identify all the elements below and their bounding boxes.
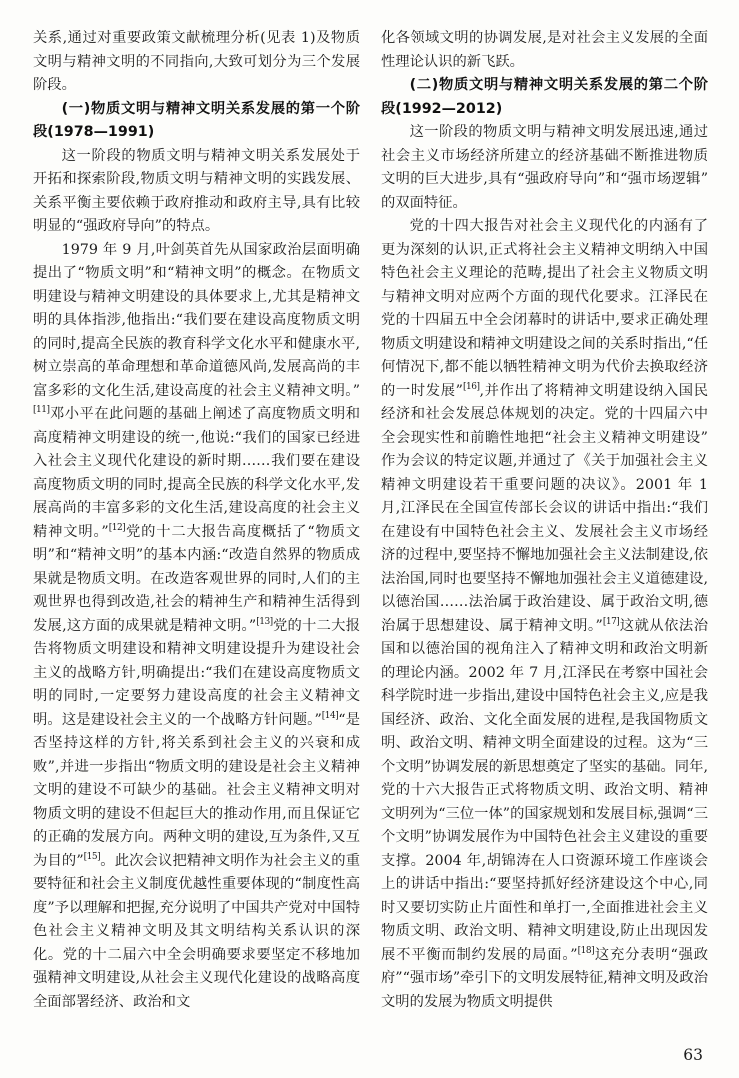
- paragraph: 这一阶段的物质文明与精神文明关系发展处于开拓和探索阶段,物质文明与精神文明的实践发展、关系平衡主要依赖于政府推动和政府主导,具有比较明显的“强政府导向”的特点。: [33, 147, 360, 234]
- paragraph: 这一阶段的物质文明与精神文明发展迅速,通过社会主义市场经济所建立的经济基础不断推进物质文明的巨大进步,具有“强政府导向”和“强市场逻辑”的双面特征。: [381, 124, 708, 211]
- paragraph-continued: 关系,通过对重要政策文献梳理分析(见表 1)及物质文明与精神文明的不同指向,大致可划分为三个发展阶段。: [33, 30, 360, 93]
- right-column: [381, 27, 708, 1041]
- left-column: [33, 27, 360, 1041]
- two-column-layout: [33, 27, 708, 1041]
- section-heading-stage-two: (二)物质文明与精神文明关系发展的第二个阶段(1992—2012): [381, 77, 708, 117]
- paragraph: 1979 年 9 月,叶剑英首先从国家政治层面明确提出了“物质文明”和“精神文明”的概念。在物质文明建设与精神文明建设的具体要求上,尤其是精神文明的具体指涉,他指出:“我们要在建设高度物质文明的同时,提高全民族的教育科学文化水平和健康水平,树立崇高的革命理想和革命道德风尚,发展高尚的丰富多彩的文化生活,建设高度的社会主义精神文明。”[11]邓小平在此问题的基础上阐述了高度物质文明和高度精神文明建设的统一,他说:“我们的国家已经进入社会主义现代化建设的新时期……我们要在建设高度物质文明的同时,提高全民族的科学文化水平,发展高尚的丰富多彩的文化生活,建设高度的社会主义精神文明。”[12]党的十二大报告高度概括了“物质文明”和“精神文明”的基本内涵:“改造自然界的物质成果就是物质文明。在改造客观世界的同时,人们的主观世界也得到改造,社会的精神生产和精神生活得到发展,这方面的成果就是精神文明。”[13]党的十二大报告将物质文明建设和精神文明建设提升为建设社会主义的战略方针,明确提出:“我们在建设高度物质文明的同时,一定要努力建设高度的社会主义精神文明。这是建设社会主义的一个战略方针问题。”[14]“是否坚持这样的方针,将关系到社会主义的兴衰和成败”,并进一步指出“物质文明的建设是社会主义精神文明的建设不可缺少的基础。社会主义精神文明对物质文明的建设不但起巨大的推动作用,而且保证它的正确的发展方向。两种文明的建设,互为条件,又互为目的”[15]。此次会议把精神文明作为社会主义的重要特征和社会主义制度优越性重要体现的“制度性高度”予以理解和把握,充分说明了中国共产党对中国特色社会主义精神文明及其文明结构关系认识的深化。党的十二届六中全会明确要求要坚定不移地加强精神文明建设,从社会主义现代化建设的战略高度全面部署经济、政治和文: [33, 241, 360, 1010]
- paragraph: 党的十四大报告对社会主义现代化的内涵有了更为深刻的认识,正式将社会主义精神文明纳入中国特色社会主义理论的范畴,提出了社会主义物质文明与精神文明对应两个方面的现代化要求。江泽民在党的十四届五中全会闭幕时的讲话中,要求正确处理物质文明建设和精神文明建设之间的关系时指出,“任何情况下,都不能以牺牲精神文明为代价去换取经济的一时发展”[16],并作出了将精神文明建设纳入国民经济和社会发展总体规划的决定。党的十四届六中全会现实性和前瞻性地把“社会主义精神文明建设”作为会议的特定议题,并通过了《关于加强社会主义精神文明建设若干重要问题的决议》。2001 年 1 月,江泽民在全国宣传部长会议的讲话中指出:“我们在建设有中国特色社会主义、发展社会主义市场经济的过程中,要坚持不懈地加强社会主义法制建设,依法治国,同时也要坚持不懈地加强社会主义道德建设,以德治国……法治属于政治建设、属于政治文明,德治属于思想建设、属于精神文明。”[17]这就从依法治国和以德治国的视角注入了精神文明和政治文明新的理论内涵。2002 年 7 月,江泽民在考察中国社会科学院时进一步指出,建设中国特色社会主义,应是我国经济、政治、文化全面发展的进程,是我国物质文明、政治文明、精神文明全面建设的过程。这为“三个文明”协调发展的新思想奠定了坚实的基础。同年,党的十六大报告正式将物质文明、政治文明、精神文明列为“三位一体”的国家规划和发展目标,强调“三个文明”协调发展作为中国特色社会主义建设的重要支撑。2004 年,胡锦涛在人口资源环境工作座谈会上的讲话中指出:“要坚持抓好经济建设这个中心,同时又要切实防止片面性和单打一,全面推进社会主义物质文明、政治文明、精神文明建设,防止出现因发展不平衡而制约发展的局面。”[18]这充分表明“强政府”“强市场”牵引下的文明发展特征,精神文明及政治文明的发展为物质文明提供: [381, 218, 708, 1010]
- paragraph-continued: 化各领域文明的协调发展,是对社会主义发展的全面性理论认识的新飞跃。: [381, 30, 708, 70]
- page-number: 63: [683, 1046, 703, 1064]
- section-heading-stage-one: (一)物质文明与精神文明关系发展的第一个阶段(1978—1991): [33, 100, 360, 140]
